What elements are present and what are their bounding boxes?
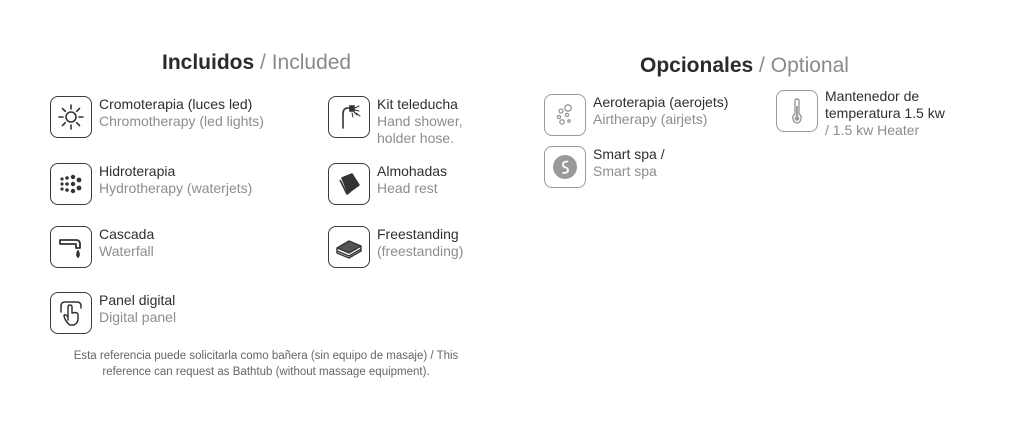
feature-label-en: Hydrotherapy (waterjets) [99,180,253,196]
feature-label-en: Digital panel [99,309,177,325]
freestanding-tub-icon [328,226,370,268]
feature-texts [99,292,176,326]
optional-airtherapy [544,94,728,136]
feature-label-es: Cromoterapia (luces led) [99,96,253,112]
included-title-es: Incluidos [162,51,255,74]
optional-title-en: Optional [770,54,849,77]
feature-texts [593,146,665,180]
feature-texts [99,96,264,130]
thermometer-icon [776,90,818,132]
feature-texts [825,88,975,139]
feature-label-en: Airtherapy (airjets) [593,111,708,127]
feature-label-en: Smart spa [593,163,657,179]
feature-chromotherapy [50,96,264,138]
feature-texts [593,94,728,128]
hand-shower-icon [328,96,370,138]
feature-label-es: Smart spa / [593,146,665,162]
pillow-icon [328,163,370,205]
feature-texts [377,163,447,197]
optional-heading [640,54,849,78]
feature-label-es: Panel digital [99,292,176,308]
waterjets-icon [50,163,92,205]
sun-icon [50,96,92,138]
feature-label-en: Waterfall [99,243,154,259]
feature-label-es: Aeroterapia (aerojets) [593,94,729,110]
bubbles-icon [544,94,586,136]
included-separator: / [260,51,266,74]
feature-label-en: Chromotherapy (led lights) [99,113,264,129]
feature-label-es: Cascada [99,226,155,242]
feature-label-en: Hand shower, holder hose. [377,113,463,146]
optional-title-es: Opcionales [640,54,754,77]
feature-label-es: Kit teleducha [377,96,458,112]
feature-digital-panel [50,292,176,334]
included-heading [162,51,351,75]
feature-texts [99,226,154,260]
feature-hand-shower [328,96,489,147]
bathtub-note: Esta referencia puede solicitarla como bañera (sin equipo de masaje) / This reference can request as Bathtub (without massage equipment). [73,350,459,378]
touch-panel-icon [50,292,92,334]
feature-waterfall [50,226,154,268]
feature-texts [99,163,252,197]
feature-label-en: / 1.5 kw Heater [825,122,920,138]
feature-freestanding [328,226,463,268]
included-title-en: Included [271,51,352,74]
feature-texts [377,96,489,147]
optional-smart-spa [544,146,665,188]
feature-label-en: (freestanding) [377,243,464,259]
smart-spa-icon [544,146,586,188]
feature-label-es: Freestanding [377,226,459,242]
feature-label-es: Hidroterapia [99,163,176,179]
optional-heater [776,88,975,139]
feature-label-es: Mantenedor de temperatura 1.5 kw [825,88,945,121]
optional-separator: / [759,54,765,77]
feature-label-en: Head rest [377,180,438,196]
feature-head-rest [328,163,447,205]
feature-label-es: Almohadas [377,163,448,179]
feature-hydrotherapy [50,163,252,205]
waterfall-tap-icon [50,226,92,268]
feature-texts [377,226,463,260]
